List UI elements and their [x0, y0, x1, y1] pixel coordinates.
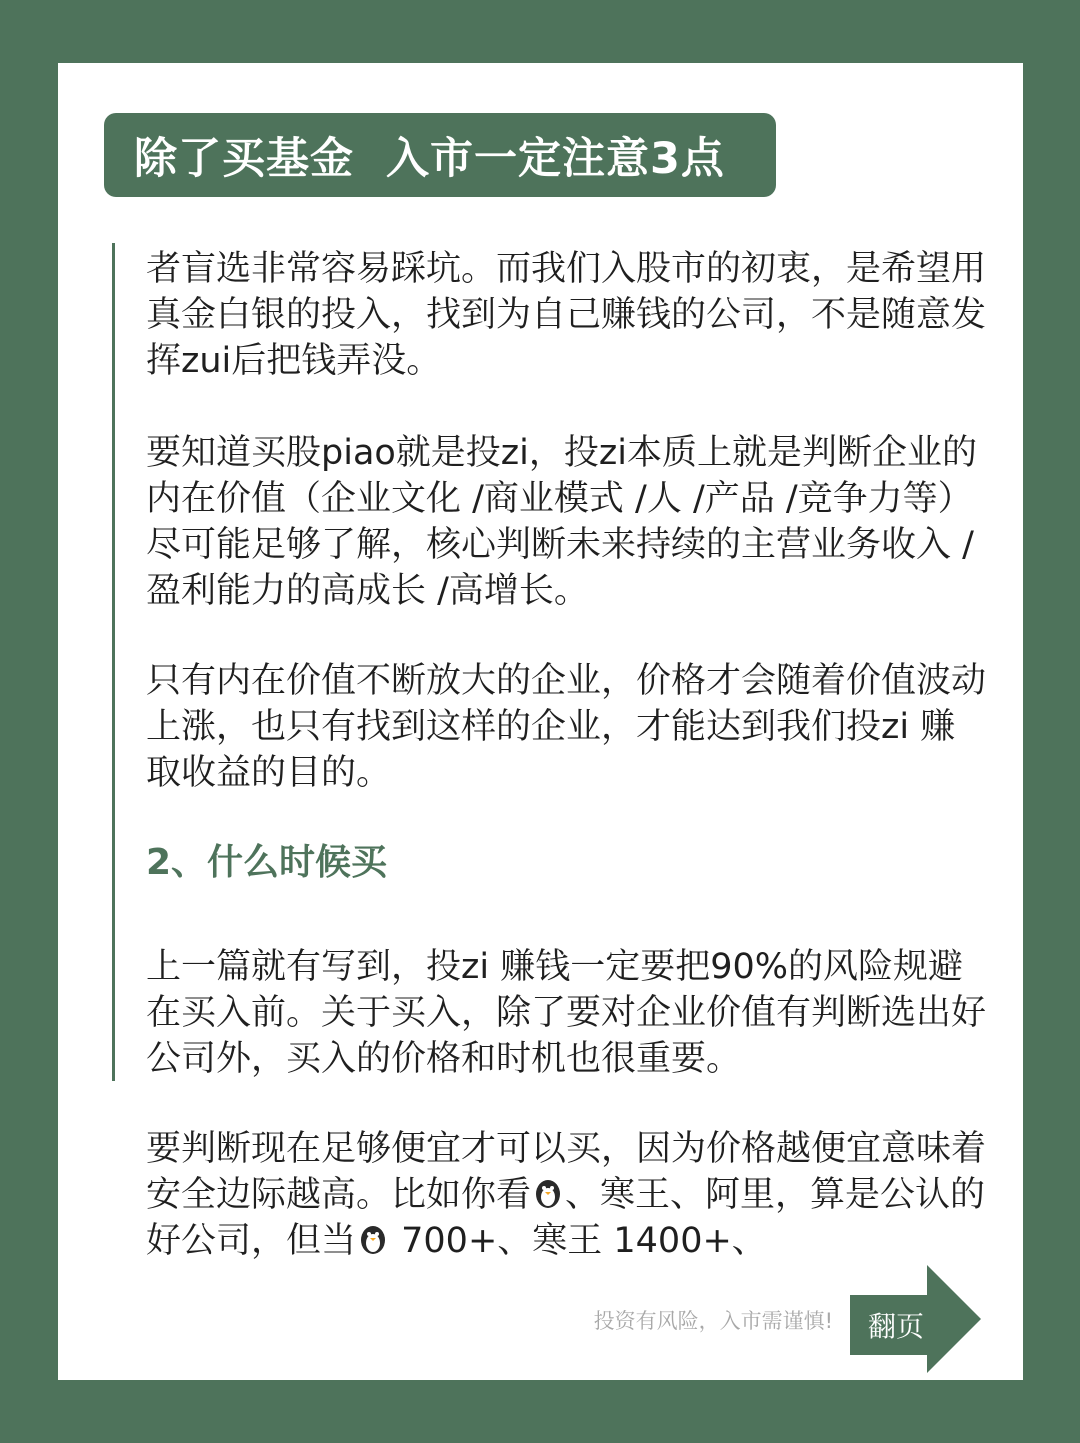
- footer: [58, 1265, 1023, 1375]
- paragraph-1: 者盲选非常容易踩坑。而我们入股市的初衷，是希望用真金白银的投入，找到为自己赚钱的公司，不是随意发挥zui后把钱弄没。: [146, 249, 987, 381]
- paragraph-5-part1: 要判断现在足够便宜才可以买，因为价格越便宜意味着安全边际越高。比如你看: [146, 1129, 987, 1215]
- article-body: [146, 246, 986, 1308]
- page-title: 除了买基金 入市一定注意3点: [104, 113, 776, 197]
- paragraph-5-part3: 700+、寒王 1400+、: [390, 1221, 767, 1261]
- penguin-icon: [356, 1222, 390, 1256]
- section-heading: 2、什么时候买: [146, 842, 388, 883]
- paragraph-4: 上一篇就有写到，投zi 赚钱一定要把90%的风险规避在买入前。关于买入，除了要对企业价值有判断选出好公司外，买入的价格和时机也很重要。: [146, 947, 987, 1079]
- penguin-icon: [531, 1176, 565, 1210]
- flip-page-button[interactable]: 翻页: [850, 1295, 942, 1355]
- disclaimer-text: 投资有风险，入市需谨慎!: [593, 1309, 833, 1333]
- content-card: [58, 63, 1023, 1380]
- paragraph-3: 只有内在价值不断放大的企业，价格才会随着价值波动上涨，也只有找到这样的企业，才能达到我们投zi 赚取收益的目的。: [146, 661, 987, 793]
- paragraph-5: [146, 1126, 986, 1264]
- quote-rule: [112, 243, 115, 1081]
- paragraph-2: 要知道买股piao就是投zi，投zi本质上就是判断企业的内在价值（企业文化 /商业模式 /人 /产品 /竞争力等）尽可能足够了解，核心判断未来持续的主营业务收入 /盈利能力的高成长 /高增长。: [146, 433, 977, 611]
- paragraph-5-part2: 、寒王、阿里，算是公认的好公司，但当: [146, 1175, 986, 1261]
